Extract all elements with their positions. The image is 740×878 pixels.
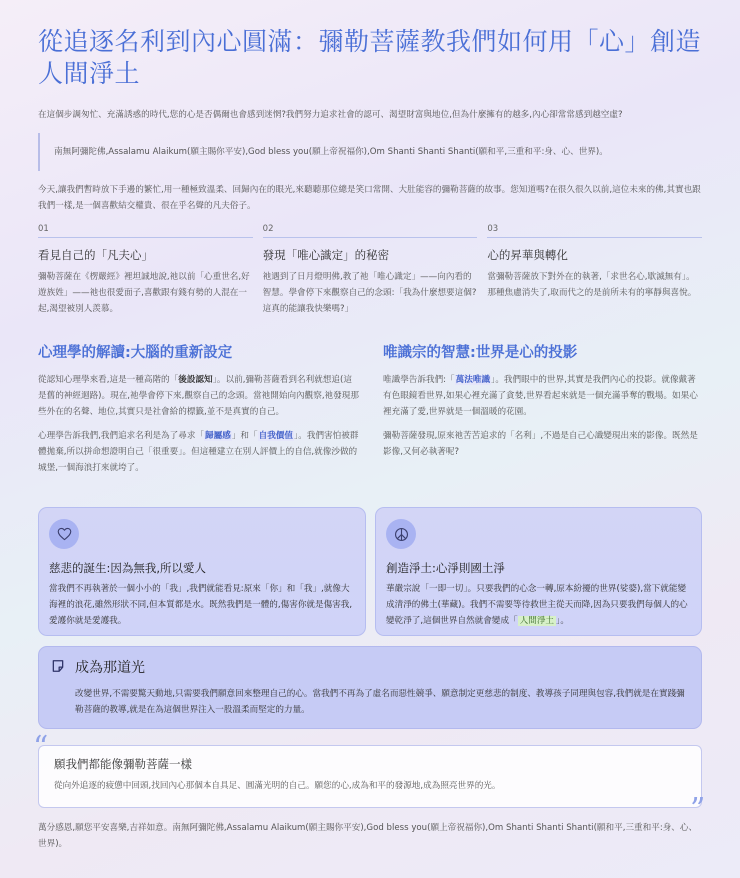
story-intro-paragraph: 今天,讓我們暫時放下手邊的繁忙,用一種極致溫柔、回歸內在的眼光,來聽聽那位總是笑口常開、大肚能容的彌勒菩薩的故事。您知道嗎?在很久很久以前,這位未來的佛,其實也跟我們一樣,是一個喜歡結交權貴、很在乎名聲的凡夫俗子。 — [38, 185, 701, 211]
highlight-term: 後設認知 — [178, 375, 213, 385]
closing-paragraph: 萬分感恩,願您平安喜樂,吉祥如意。南無阿彌陀佛,Assalamu Alaikum(願主賜你平安),God bless you(願上帝祝福你),Om Shanti Shanti Shanti(願和平,三重和平:身、心、世界)。 — [38, 823, 698, 849]
step-title: 看見自己的「凡夫心」 — [38, 248, 153, 262]
step-2 — [263, 224, 478, 317]
card-text — [386, 581, 691, 629]
page-title: 從追逐名利到內心圓滿：彌勒菩薩教我們如何用「心」創造人間淨土 — [38, 27, 702, 88]
card-title: 創造淨土:心淨則國土淨 — [386, 561, 505, 575]
step-text: 彌勒菩薩在《楞嚴經》裡坦誠地說,祂以前「心重世名,好遊族姓」——祂也很愛面子,喜歡跟有錢有勢的人混在一起,渴望被別人羨慕。 — [38, 272, 250, 314]
steps-row — [38, 224, 702, 317]
card-title: 慈悲的誕生:因為無我,所以愛人 — [49, 561, 207, 575]
step-text: 當彌勒菩薩放下對外在的執著,「求世名心,歇滅無有」。那種焦慮消失了,取而代之的是前所未有的寧靜與喜悅。 — [487, 272, 697, 298]
quote-title: 願我們都能像彌勒菩薩一樣 — [54, 757, 192, 771]
text-run: 」和「 — [231, 431, 258, 441]
step-number: 01 — [38, 224, 253, 238]
banner-header — [51, 657, 687, 677]
section-title: 心理學的解讀:大腦的重新設定 — [38, 345, 233, 361]
banner-text: 改變世界,不需要驚天動地,只需要我們願意回來整理自己的心。當我們不再為了虛名而惡性競爭、願意制定更慈悲的制度、教導孩子同理與包容,我們就是在實踐彌勒菩薩的教導,就是在為這個世界注入一股溫柔而堅定的力量。 — [75, 689, 685, 715]
text-run: 唯識學告訴我們:「 — [383, 375, 455, 385]
section-paragraph: 彌勒菩薩發現,原來祂苦苦追求的「名利」,不過是自己心識變現出來的影像。既然是影像,又何必執著呢? — [383, 431, 698, 457]
psychology-section — [38, 341, 360, 484]
text-run: 從認知心理學來看,這是一種高階的「 — [38, 375, 179, 385]
section-paragraph — [383, 372, 703, 420]
yogacara-section — [383, 341, 703, 468]
step-title: 發現「唯心識定」的秘密 — [262, 248, 390, 262]
text-run: 」。我們眼中的世界,其實是我們內心的投影。就像戴著有色眼鏡看世界,如果心裡充滿了貪婪,世界看起來就是一個充滿爭奪的戰場。如果心裡充滿了愛,世界就是一個溫暖的花園。 — [383, 375, 698, 417]
note-icon — [51, 658, 65, 677]
text-run: 心理學告訴我們,我們追求名利是為了尋求「 — [38, 431, 205, 441]
text-run: 」。我們害怕被群體拋棄,所以拼命想證明自己「很重要」。但這種建立在別人評價上的自信,就像沙做的城堡,一個海浪打來就垮了。 — [38, 431, 359, 473]
step-number: 02 — [263, 224, 478, 238]
step-text: 祂遇到了日月燈明佛,教了祂「唯心識定」——向內看的智慧。學會停下來觀察自己的念頭:「我為什麼想要這個?這真的能讓我快樂嗎?」 — [262, 272, 477, 314]
highlight-term: 萬法唯識 — [455, 375, 491, 385]
step-1 — [38, 224, 253, 317]
section-paragraph — [38, 428, 360, 476]
become-light-banner — [38, 646, 702, 729]
close-quote-icon: ” — [690, 792, 706, 827]
section-title: 唯識宗的智慧:世界是心的投影 — [383, 345, 578, 361]
open-quote-icon: “ — [33, 730, 49, 765]
greeting-text: 南無阿彌陀佛,Assalamu Alaikum(願主賜你平安),God bless you(願上帝祝福你),Om Shanti Shanti Shanti(願和平,三重和平:身、心、世界)。 — [54, 147, 608, 157]
quote-text: 從向外追逐的疲憊中回頭,找回內心那個本自具足、圓滿光明的自己。願您的心,成為和平的發源地,成為照亮世界的光。 — [54, 781, 501, 791]
step-number: 03 — [487, 224, 702, 238]
compassion-card — [38, 507, 366, 636]
step-3 — [487, 224, 702, 317]
section-paragraph — [38, 372, 360, 420]
text-run: 華嚴宗說「一即一切」。只要我們的心念一轉,原本紛擾的世界(娑婆),當下就能變成清淨的佛土(華藏)。我們不需要等待救世主從天而降,因為只要我們每個人的心變乾淨了,這個世界自然就會變成「 — [386, 584, 688, 626]
card-text: 當我們不再執著於一個小小的「我」,我們就能看見:原來「你」和「我」,就像大海裡的浪花,雖然形狀不同,但本質都是水。既然我們是一體的,傷害你就是傷害我,愛護你就是愛護我。 — [49, 584, 353, 626]
highlight-term: 人間淨土 — [519, 616, 555, 626]
greeting-blockquote — [38, 133, 702, 171]
intro-paragraph: 在這個步調匆忙、充滿誘惑的時代,您的心是否偶爾也會感到迷惘?我們努力追求社會的認可、渴望財富與地位,但為什麼擁有的越多,內心卻常常感到越空虛? — [38, 110, 623, 120]
step-title: 心的昇華與轉化 — [487, 248, 568, 262]
wish-quote-box — [38, 745, 702, 808]
pure-land-card — [375, 507, 702, 636]
heart-icon — [49, 519, 79, 549]
highlight-term: 歸屬感 — [205, 431, 231, 441]
highlight-term: 自我價值 — [258, 431, 293, 441]
text-run: 」。 — [556, 616, 569, 626]
text-run: 」。以前,彌勒菩薩看到名利就想追(這是舊的神經迴路)。現在,祂學會停下來,觀察自己的念頭。當祂開始向內觀察,祂發現那些外在的名聲、地位,其實只是社會給的標籤,並不是真實的自己。 — [38, 375, 359, 417]
banner-title: 成為那道光 — [75, 660, 145, 676]
peace-icon — [386, 519, 416, 549]
